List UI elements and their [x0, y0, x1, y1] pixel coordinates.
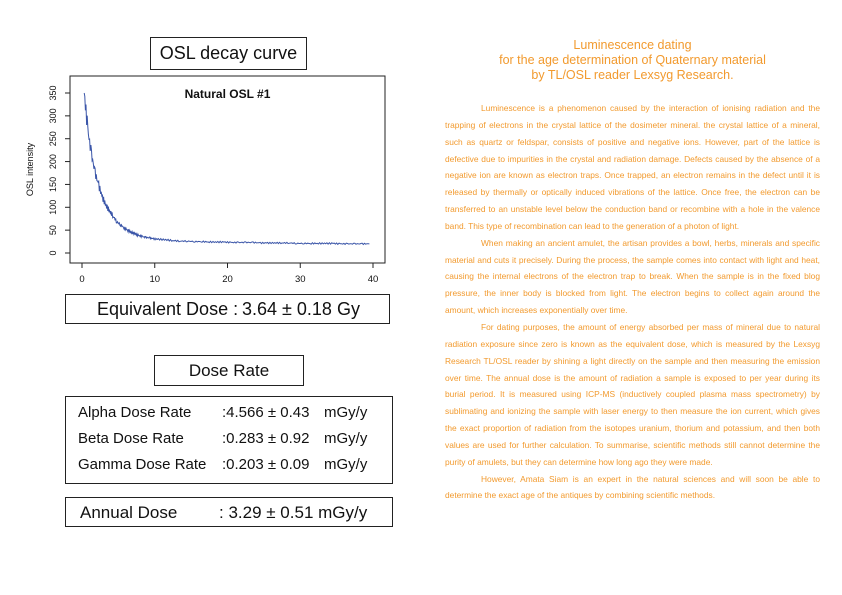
- annual-dose-box: [65, 497, 393, 527]
- y-tick-label: 300: [48, 108, 58, 124]
- y-tick-label: 0: [48, 250, 58, 256]
- y-axis-label: OSL intensity: [25, 142, 35, 197]
- dose-rates-box: [65, 396, 393, 484]
- equivalent-dose-label: Equivalent Dose :: [97, 299, 239, 319]
- rate-unit: mGy/y: [324, 404, 368, 421]
- osl-title-box: [150, 37, 307, 70]
- article-body: [445, 100, 820, 504]
- article-paragraph: For dating purposes, the amount of energy absorbed per mass of mineral due to natural radiation exposure since zero is known as the equivalent dose, which is measured by the Lexsyg Research TL/OSL reader by shining a light directly on the sample and then measuring the emission over time. The annual dose is the amount of radiation a sample is exposed to per year during its burial period. It is measured using ICP-MS (inductively coupled plasma mass spectrometry) by sublimating and ionizing the sample with laser energy to then measure the ion current, which gives the exact proportion of radiation from the isotopes uranium, thorium and potassium, and then both values are used for further calculation. To summarise, scientific methods still cannot determine the purity of amulets, but they can determine how long ago they were made.: [445, 321, 820, 467]
- plot-frame: [70, 76, 385, 263]
- osl-title: OSL decay curve: [159, 43, 298, 63]
- article-title-line: Luminescence dating: [573, 38, 692, 52]
- x-tick-label: 40: [367, 274, 379, 285]
- osl-series-line: [84, 93, 369, 245]
- rate-value: :4.566 ± 0.43: [222, 404, 310, 421]
- equivalent-dose-value: 3.64 ± 0.18 Gy: [242, 299, 360, 319]
- y-tick-label: 150: [48, 176, 58, 192]
- rate-name: Beta Dose Rate: [78, 430, 184, 447]
- equivalent-dose-box: [65, 294, 390, 324]
- osl-decay-chart: [0, 72, 400, 288]
- annual-dose-label: Annual Dose: [80, 503, 178, 522]
- rate-name: Alpha Dose Rate: [78, 404, 192, 421]
- dose-rate-title-box: [154, 355, 304, 386]
- x-tick-label: 0: [79, 274, 85, 285]
- article-paragraph: However, Amata Siam is an expert in the natural sciences and will soon be able to determine the exact age of the antiques by combining scientific methods.: [445, 473, 820, 501]
- rate-unit: mGy/y: [324, 456, 368, 473]
- article-paragraph: Luminescence is a phenomenon caused by the interaction of ionising radiation and the trapping of electrons in the crystal lattice of the dosimeter mineral. the crystal lattice of a mineral, such as quartz or feldspar, consists of positive and negative ions. However, part of the lattice is defective due to impurities in the crystal and radiation damage. Defects caused by the absence of a negative ion are known as electron traps. Once trapped, an electron remains in the defect until it is released by thermally or optically induced vibrations of the lattice. Once free, the electron can be transferred to an unstable level below the conduction band or recombine with a hole in the valence band. This type of recombination can lead to the generation of a photon of light.: [445, 103, 820, 231]
- y-tick-label: 200: [48, 154, 58, 170]
- rate-unit: mGy/y: [324, 430, 368, 447]
- x-tick-label: 10: [149, 274, 161, 285]
- y-tick-label: 50: [48, 225, 58, 236]
- gamma-dose-rate-row: [78, 456, 388, 476]
- article-paragraph: When making an ancient amulet, the artisan provides a bowl, herbs, minerals and specific material and cuts it precisely. During the process, the sample comes into contact with light and heat, causing the internal electrons of the electron trap to break. When the sample is in the fixed blog pressure, the inner body is blocked from light. The electron begins to collect again around the amount, which increases exponentially over time.: [445, 237, 820, 316]
- rate-value: :0.203 ± 0.09: [222, 456, 310, 473]
- annual-dose-value: : 3.29 ± 0.51 mGy/y: [219, 503, 368, 522]
- y-tick-label: 250: [48, 131, 58, 147]
- article-title-line: for the age determination of Quaternary material: [499, 53, 766, 67]
- dose-rate-title: Dose Rate: [188, 360, 270, 380]
- chart-title: Natural OSL #1: [184, 87, 271, 101]
- beta-dose-rate-row: [78, 430, 388, 450]
- x-tick-label: 30: [294, 274, 306, 285]
- y-tick-label: 100: [48, 199, 58, 215]
- article-title: [480, 38, 785, 83]
- rate-value: :0.283 ± 0.92: [222, 430, 310, 447]
- rate-name: Gamma Dose Rate: [78, 456, 207, 473]
- y-tick-label: 350: [48, 85, 58, 101]
- alpha-dose-rate-row: [78, 404, 388, 424]
- article-title-line: by TL/OSL reader Lexsyg Research.: [531, 68, 734, 82]
- x-tick-label: 20: [222, 274, 233, 285]
